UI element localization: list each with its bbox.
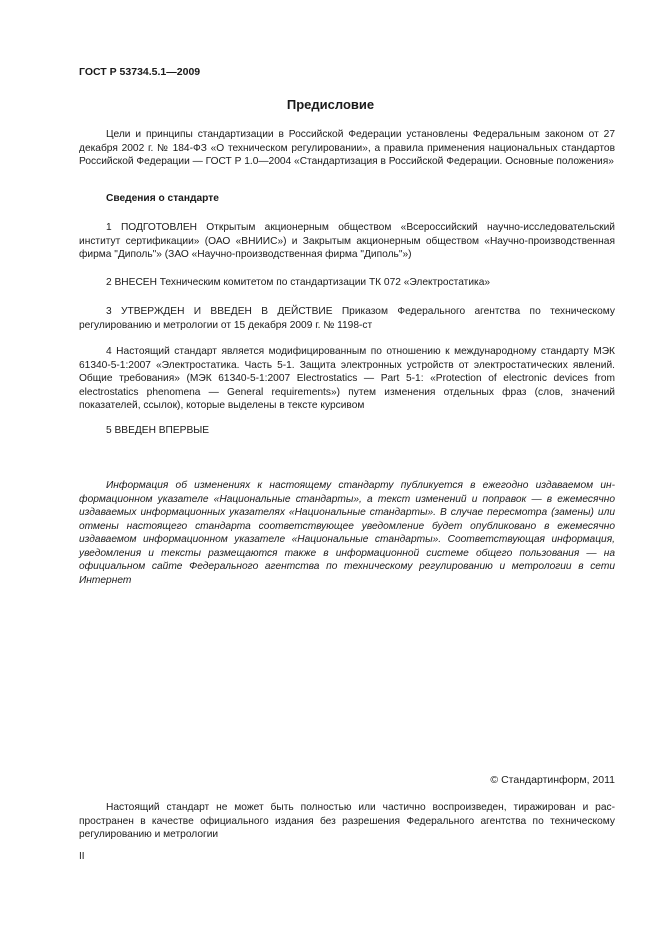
section-subheading: Сведения о стандарте [106, 193, 219, 204]
item-3: 3 УТВЕРЖДЕН И ВВЕДЕН В ДЕЙСТВИЕ Приказом Федерального агентства по техническому регулированию и метрологии от 15 декабря 2009 г. № 1198-ст [79, 306, 615, 331]
intro-paragraph: Цели и принципы стандартизации в Российской Федерации установлены Федеральным законом от 27 декабря 2002 г. № 184-ФЗ «О техническом регулировании», а правила применения национальных стандартов Российской Федерации — ГОСТ Р 1.0—2004 «Стандартизация в Российской Федерации. Основные положения» [79, 129, 615, 167]
item-2: 2 ВНЕСЕН Техническим комитетом по стандартизации ТК 072 «Электростатика» [106, 277, 491, 288]
copyright: © Стандартинформ, 2011 [490, 774, 615, 786]
item-4: 4 Настоящий стандарт является модифицированным по отношению к международному стандарту МЭК 61340-5-1:2007 «Электростатика. Часть 5-1. Защита электронных устройств от электростатических явлений. Общие требования» (МЭК 61340-5-1:2007 Electrostatics — Part 5-1: «Protection of electronic devices from electrostatics phenomena — General requirements») путем изменения отдельных фраз (слов, значений показателей, ссылок), которые выделены в тексте курсивом [79, 346, 615, 411]
page-number: II [79, 851, 85, 862]
info-notice: Информация об изменениях к настоящему стандарту публикуется в ежегодно издаваемом информационном указателе «Национальные стандарты», а текст изменений и поправок — в ежемесячно издаваемых информационных указателях «Национальные стандарты». В случае пересмотра (замены) или отмены настоящего стандарта соответствующее уведомление будет опубликовано в ежемесячно издаваемом информационном указателе «Национальные стандарты». Соответствующая информация, уведомления и тексты размещаются также в информационной системе общего пользования — на официальном сайте Федерального агентства по техническому регулированию и метрологии в сети Интернет [79, 480, 615, 586]
page-title: Предисловие [286, 97, 375, 112]
item-1: 1 ПОДГОТОВЛЕН Открытым акционерным обществом «Всероссийский научно-исследовательский институт сертификации» (ОАО «ВНИИС») и Закрытым акционерным обществом «Научно-производственная фирма "Диполь"» (ЗАО «Научно-производственная фирма "Диполь"») [79, 222, 615, 260]
standard-id: ГОСТ Р 53734.5.1—2009 [79, 66, 201, 78]
item-5: 5 ВВЕДЕН ВПЕРВЫЕ [106, 425, 210, 436]
reproduction-notice: Настоящий стандарт не может быть полностью или частично воспроизведен, тиражирован и распространен в качестве официального издания без разрешения Федерального агентства по техническому регулированию и метрологии [79, 802, 615, 840]
